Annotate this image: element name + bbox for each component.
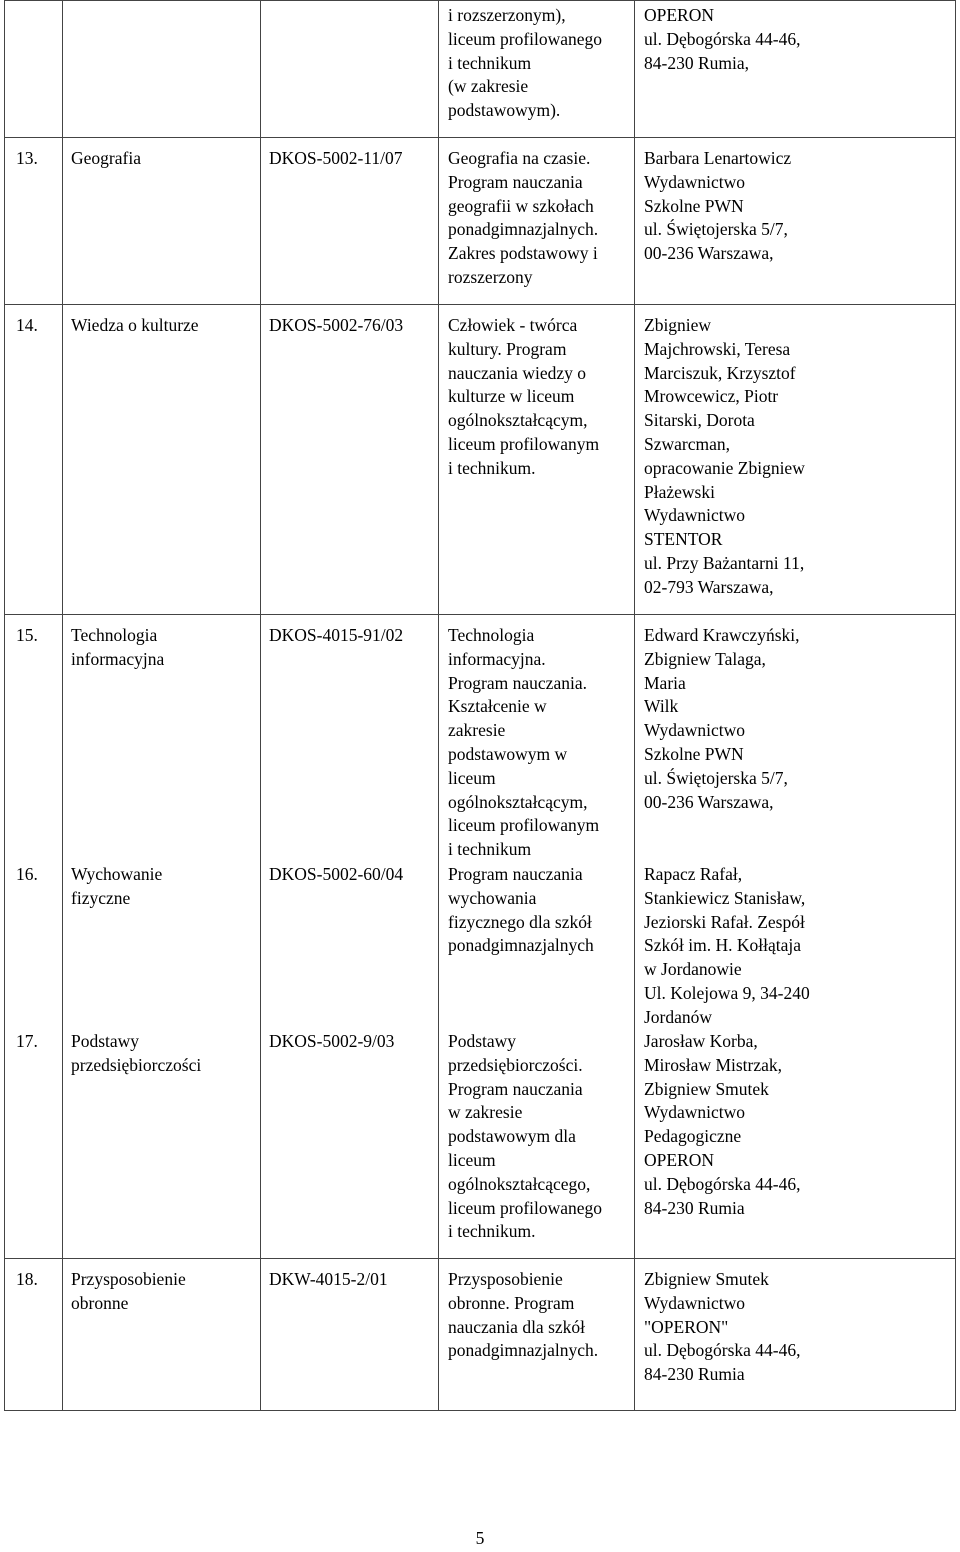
row-divider — [5, 614, 955, 615]
program-title: Program nauczania wychowania fizycznego dla szkół ponadgimnazjalnych — [448, 864, 594, 956]
document-table — [4, 0, 956, 1411]
program-code: DKOS-5002-11/07 — [269, 148, 403, 168]
subject-name: Wychowanie fizyczne — [71, 864, 163, 908]
top-fragment-program: i rozszerzonym), liceum profilowanego i technikum (w zakresie podstawowym). — [448, 5, 603, 121]
row-number: 17. — [16, 1031, 38, 1051]
row-number: 14. — [16, 315, 38, 335]
subject-name: Podstawy przedsiębiorczości — [71, 1031, 202, 1075]
subject-name: Geografia — [71, 148, 141, 168]
subject-name: Wiedza o kulturze — [71, 315, 199, 335]
column-divider — [260, 1, 261, 1410]
authors-publisher: Rapacz Rafał, Stankiewicz Stanisław, Jeziorski Rafał. Zespół Szkół im. H. Kołłątaja w Jordanowie Ul. Kolejowa 9, 34-240 Jordanów — [644, 864, 810, 1027]
row-number: 16. — [16, 864, 38, 884]
row-divider — [5, 137, 955, 138]
program-code: DKW-4015-2/01 — [269, 1269, 388, 1289]
subject-name: Przysposobienie obronne — [71, 1269, 186, 1313]
program-code: DKOS-5002-60/04 — [269, 864, 404, 884]
row-divider — [5, 1258, 955, 1259]
authors-publisher: Barbara Lenartowicz Wydawnictwo Szkolne PWN ul. Świętojerska 5/7, 00-236 Warszawa, — [644, 148, 792, 264]
page-number: 5 — [475, 1528, 485, 1548]
program-title: Człowiek - twórca kultury. Program nauczania wiedzy o kulturze w liceum ogólnokształcącym, liceum profilowanym i technikum. — [448, 315, 600, 478]
program-code: DKOS-5002-9/03 — [269, 1031, 395, 1051]
authors-publisher: Edward Krawczyński, Zbigniew Talaga, Maria Wilk Wydawnictwo Szkolne PWN ul. Świętojerska 5/7, 00-236 Warszawa, — [644, 625, 800, 812]
column-divider — [62, 1, 63, 1410]
authors-publisher: Zbigniew Majchrowski, Teresa Marciszuk, Krzysztof Mrowcewicz, Piotr Sitarski, Dorota Szwarcman, opracowanie Zbigniew Płażewski Wydawnictwo STENTOR ul. Przy Bażantarni 11, 02-793 Warszawa, — [644, 315, 805, 597]
authors-publisher: Jarosław Korba, Mirosław Mistrzak, Zbigniew Smutek Wydawnictwo Pedagogiczne OPERON ul. Dębogórska 44-46, 84-230 Rumia — [644, 1031, 801, 1218]
subject-name: Technologia informacyjna — [71, 625, 165, 669]
row-divider — [5, 304, 955, 305]
program-title: Podstawy przedsiębiorczości. Program nauczania w zakresie podstawowym dla liceum ogólnokształcącego, liceum profilowanego i technikum. — [448, 1031, 603, 1242]
program-title: Przysposobienie obronne. Program nauczania dla szkół ponadgimnazjalnych. — [448, 1269, 599, 1361]
program-code: DKOS-4015-91/02 — [269, 625, 404, 645]
row-number: 15. — [16, 625, 38, 645]
authors-publisher: Zbigniew Smutek Wydawnictwo "OPERON" ul. Dębogórska 44-46, 84-230 Rumia — [644, 1269, 801, 1385]
row-number: 13. — [16, 148, 38, 168]
column-divider — [438, 1, 439, 1410]
program-code: DKOS-5002-76/03 — [269, 315, 404, 335]
top-fragment-authors: OPERON ul. Dębogórska 44-46, 84-230 Rumia, — [644, 5, 801, 73]
program-title: Geografia na czasie. Program nauczania geografii w szkołach ponadgimnazjalnych. Zakres podstawowy i rozszerzony — [448, 148, 599, 287]
program-title: Technologia informacyjna. Program nauczania. Kształcenie w zakresie podstawowym w liceum ogólnokształcącym, liceum profilowanym i technikum — [448, 625, 600, 860]
row-number: 18. — [16, 1269, 38, 1289]
column-divider — [634, 1, 635, 1410]
